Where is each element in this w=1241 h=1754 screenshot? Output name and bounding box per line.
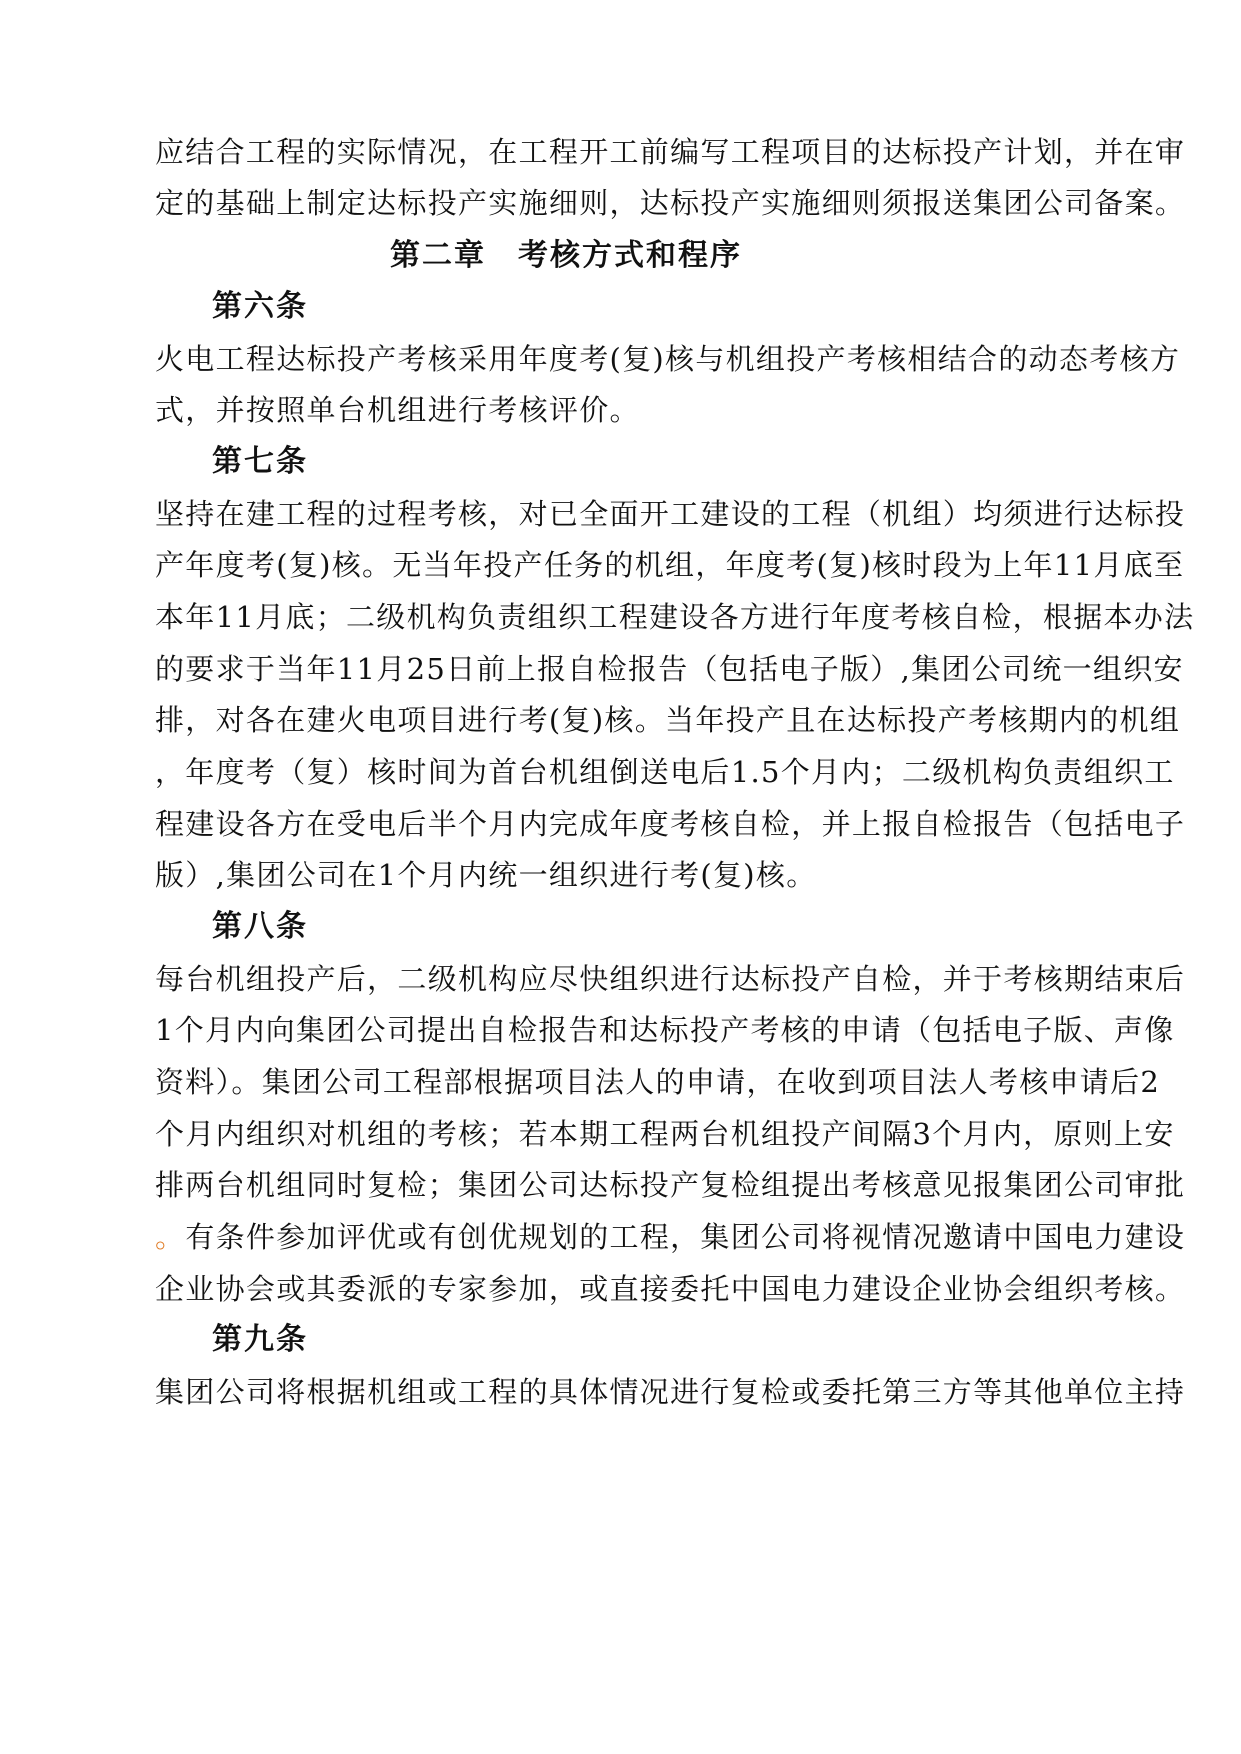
paragraph-line: 产年度考(复)核。无当年投产任务的机组，年度考(复)核时段为上年11月底至 xyxy=(155,548,1185,582)
paragraph-line: 火电工程达标投产考核采用年度考(复)核与机组投产考核相结合的动态考核方 xyxy=(155,342,1181,376)
paragraph-line: 应结合工程的实际情况，在工程开工前编写工程项目的达标投产计划，并在审 xyxy=(155,135,1186,169)
paragraph-line: 坚持在建工程的过程考核，对已全面开工建设的工程（机组）均须进行达标投 xyxy=(155,497,1186,531)
accent-punctuation: 。 xyxy=(155,1220,186,1254)
paragraph-line: 排两台机组同时复检；集团公司达标投产复检组提出考核意见报集团公司审批 xyxy=(155,1168,1186,1202)
article-7-title: 第七条 xyxy=(212,444,308,479)
paragraph-line: 本年11月底；二级机构负责组织工程建设各方进行年度考核自检，根据本办法 xyxy=(155,600,1195,634)
article-9-title: 第九条 xyxy=(212,1322,308,1357)
paragraph-line xyxy=(155,1217,1186,1257)
paragraph-line: 集团公司将根据机组或工程的具体情况进行复检或委托第三方等其他单位主持 xyxy=(155,1375,1186,1409)
article-6-title: 第六条 xyxy=(212,289,308,324)
paragraph-line: 资料）。集团公司工程部根据项目法人的申请，在收到项目法人考核申请后2 xyxy=(155,1065,1161,1099)
paragraph-line: 程建设各方在受电后半个月内完成年度考核自检，并上报自检报告（包括电子 xyxy=(155,807,1186,841)
paragraph-line: 版）,集团公司在1个月内统一组织进行考(复)核。 xyxy=(155,858,817,892)
paragraph-line: 1个月内向集团公司提出自检报告和达标投产考核的申请（包括电子版、声像 xyxy=(155,1013,1175,1047)
paragraph-line: 定的基础上制定达标投产实施细则，达标投产实施细则须报送集团公司备案。 xyxy=(155,186,1186,220)
paragraph-line: 排，对各在建火电项目进行考(复)核。当年投产且在达标投产考核期内的机组 xyxy=(155,703,1181,737)
paragraph-line-text: 有条件参加评优或有创优规划的工程，集团公司将视情况邀请中国电力建设 xyxy=(185,1220,1186,1254)
paragraph-line: 的要求于当年11月25日前上报自检报告（包括电子版）,集团公司统一组织安 xyxy=(155,652,1184,686)
paragraph-line: ，年度考（复）核时间为首台机组倒送电后1.5个月内；二级机构负责组织工 xyxy=(155,755,1175,789)
paragraph-line: 式，并按照单台机组进行考核评价。 xyxy=(155,393,640,427)
paragraph-line: 每台机组投产后，二级机构应尽快组织进行达标投产自检，并于考核期结束后 xyxy=(155,962,1186,996)
article-8-title: 第八条 xyxy=(212,909,308,944)
paragraph-line: 个月内组织对机组的考核；若本期工程两台机组投产间隔3个月内，原则上安 xyxy=(155,1117,1175,1151)
chapter-title: 第二章 考核方式和程序 xyxy=(390,238,742,273)
paragraph-line: 企业协会或其委派的专家参加，或直接委托中国电力建设企业协会组织考核。 xyxy=(155,1272,1186,1306)
